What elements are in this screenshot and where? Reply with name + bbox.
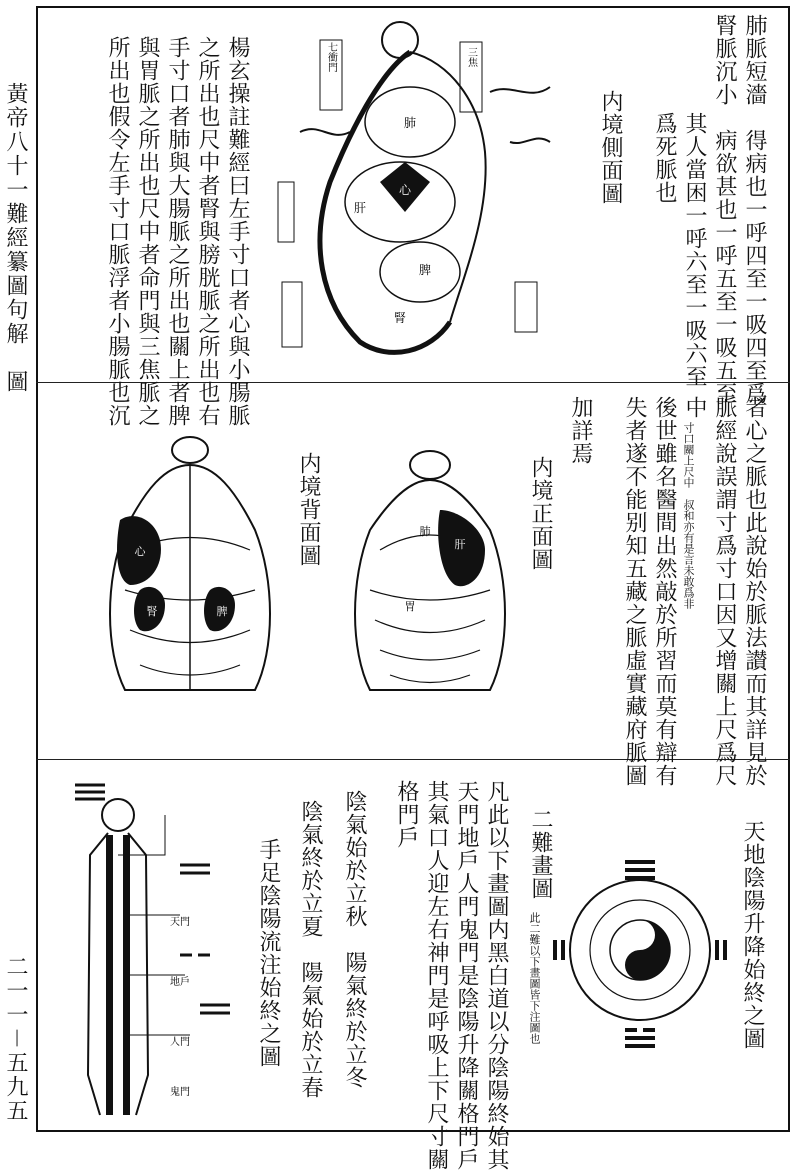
text-column: 者心之脈也此說始於脈法讃而其詳見於 xyxy=(742,396,767,787)
text-column: 手寸口者肺與大腸脈之所出也關上者脾 xyxy=(165,36,190,427)
text-column: 後世雖名醫間出然敲於所習而莫有辯有 xyxy=(652,396,677,787)
figure-title-back: 内境背面圖 xyxy=(296,452,321,567)
organ-label: 腎 xyxy=(146,605,158,618)
organ-label: 心 xyxy=(398,183,412,197)
text-column: 與胃脈之所出也尺中者命門與三焦脈之 xyxy=(135,36,160,427)
figure-label: 人門 xyxy=(170,1037,190,1048)
text-column: 脈經說誤謂寸爲寸口因又增關上尺爲尺 xyxy=(712,396,737,787)
text-column: 其氣口人迎左右神門是呼吸上下尺寸關 xyxy=(424,780,449,1171)
small-note: 寸口關上尺中 叔和亦有是言未敢爲非 xyxy=(682,422,695,609)
text-column: 楊玄操註難經曰左手寸口者心與小腸脈 xyxy=(225,36,250,427)
organ-label: 腎 xyxy=(393,311,407,325)
organ-label: 肝 xyxy=(454,538,466,551)
section-title: 二難畫圖 xyxy=(528,808,553,900)
meridian-figure xyxy=(70,775,250,1125)
text-column: 格門戶 xyxy=(394,780,419,849)
organ-label: 心 xyxy=(134,545,146,558)
figure-label: 地戶 xyxy=(170,977,190,988)
figure-label: 三焦 xyxy=(465,47,477,67)
organ-label: 肺 xyxy=(419,525,431,538)
text-column: 肺脈短濇 得病也一呼四至一吸四至爲 xyxy=(742,14,767,405)
figure-title-taiji: 天地陰陽升降始終之圖 xyxy=(740,820,765,1050)
figure-label: 天門 xyxy=(170,917,190,928)
organ-label: 肝 xyxy=(353,201,367,215)
back-anatomy-figure xyxy=(100,430,280,720)
book-title-margin: 黃帝八十一難經纂圖句解 圖 xyxy=(3,82,28,394)
organ-label: 脾 xyxy=(418,263,432,277)
small-note: 此二難以下畫圖皆下注圖也 xyxy=(528,912,541,1044)
text-column: 陰氣始於立秋 陽氣終於立冬 xyxy=(342,790,367,1089)
text-column: 加詳焉 xyxy=(568,396,593,465)
lateral-anatomy-figure xyxy=(260,12,590,372)
text-column: 之所出也尺中者腎與膀胱脈之所出也右 xyxy=(195,36,220,427)
text-column: 手足陰陽流注始終之圖 xyxy=(256,838,281,1068)
organ-label: 胃 xyxy=(404,600,416,613)
text-column: 腎脈沉小 病欲甚也一呼五至一吸五至 xyxy=(712,14,737,405)
text-column: 中 xyxy=(682,396,707,419)
text-column: 爲死脈也 xyxy=(652,112,677,204)
figure-label: 鬼門 xyxy=(170,1087,190,1098)
text-column: 失者遂不能别知五藏之脈虛實藏府脈圖 xyxy=(622,396,647,787)
figure-label: 七衝門 xyxy=(325,42,337,72)
figure-title: 内境側面圖 xyxy=(598,90,623,205)
organ-label: 脾 xyxy=(216,605,228,618)
text-column: 天門地戶人門鬼門是陰陽升降關格門戶 xyxy=(454,780,479,1171)
text-column: 其人當困一呼六至一吸六至 xyxy=(682,112,707,388)
taiji-diagram xyxy=(550,850,730,1050)
page-number-margin: 二一一－五九五 xyxy=(3,955,28,1124)
figure-title-front: 内境正面圖 xyxy=(528,456,553,571)
text-column: 陰氣終於立夏 陽氣始於立春 xyxy=(298,800,323,1099)
organ-label: 肺 xyxy=(403,116,417,130)
text-column: 所出也假令左手寸口脈浮者小腸脈也沉 xyxy=(105,36,130,427)
text-column: 凡此以下畫圖内黑白道以分陰陽終始其 xyxy=(484,780,509,1171)
front-anatomy-figure xyxy=(340,440,520,710)
